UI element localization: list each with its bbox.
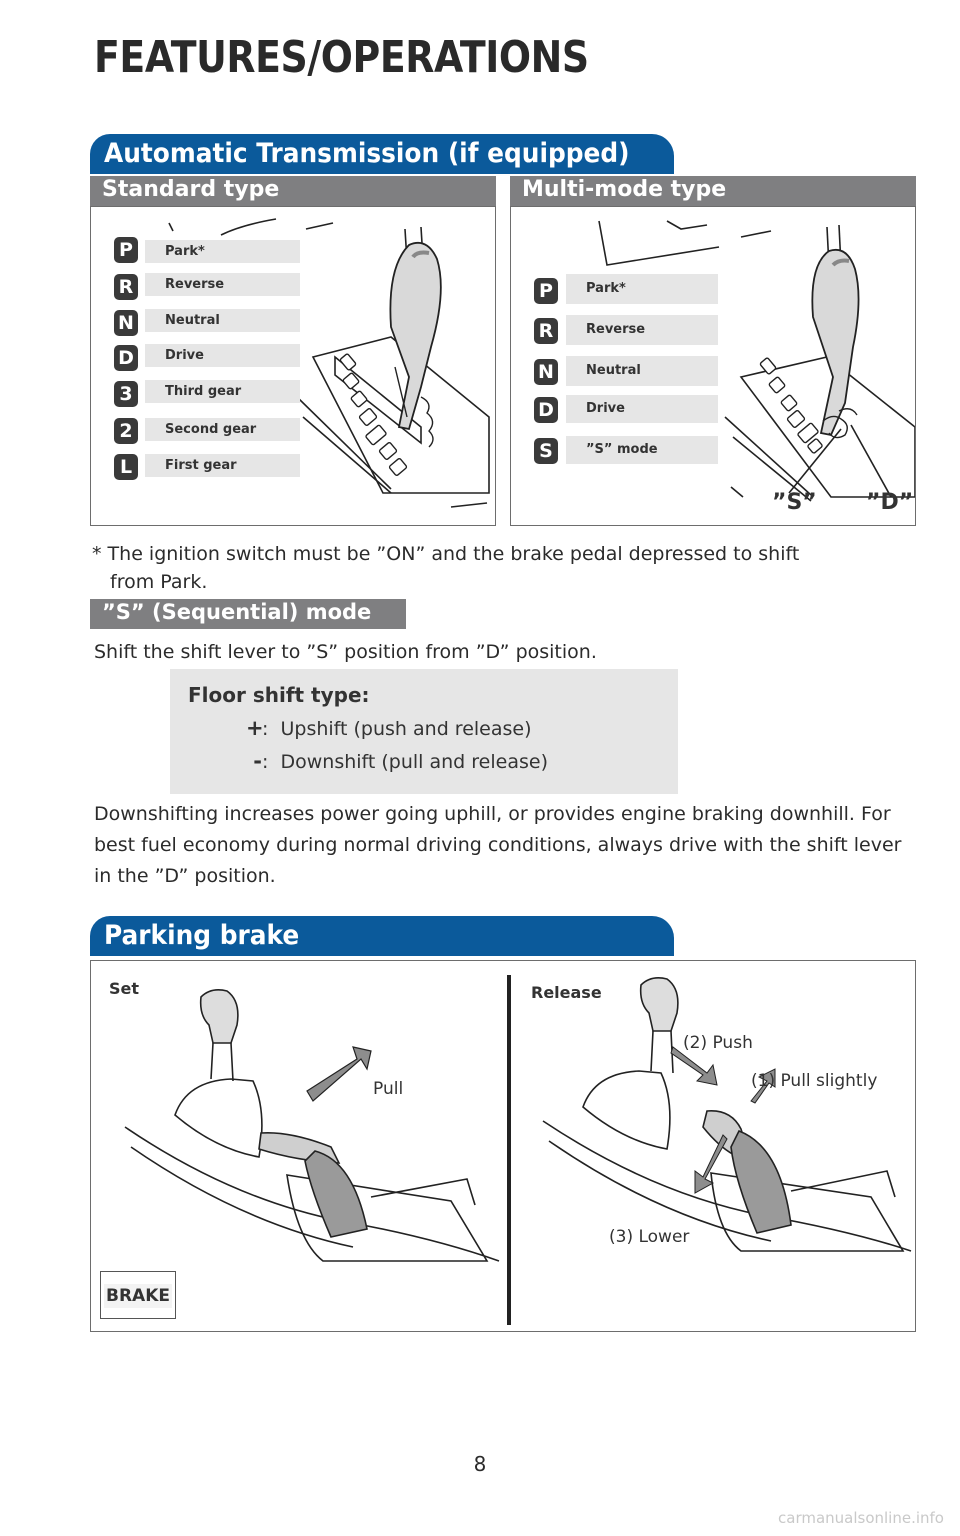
set-label: Set bbox=[109, 979, 140, 998]
footnote-line-2: from Park. bbox=[110, 571, 208, 593]
transmission-section-title: Automatic Transmission (if equipped) bbox=[104, 138, 630, 169]
gear-badge-2: 2 bbox=[114, 418, 138, 444]
pull-slightly-callout: (1) Pull slightly bbox=[751, 1071, 878, 1091]
transmission-section-banner bbox=[90, 134, 674, 174]
downshift-symbol: - bbox=[253, 749, 262, 773]
gear-badge-d: D bbox=[114, 345, 138, 371]
gear-label-drive: Drive bbox=[145, 344, 300, 367]
downshift-row: -: Downshift (pull and release) bbox=[246, 749, 548, 773]
page-title: FEATURES/OPERATIONS bbox=[94, 32, 589, 83]
upshift-row: +: Upshift (push and release) bbox=[246, 716, 532, 740]
s-mode-instruction: Shift the shift lever to ”S” position from ”D” position. bbox=[94, 641, 597, 663]
gear-badge-n: N bbox=[114, 310, 138, 336]
s-position-callout: ”S” bbox=[772, 490, 817, 515]
mm-gear-label-drive: Drive bbox=[566, 395, 718, 423]
release-label: Release bbox=[531, 983, 602, 1002]
mm-gear-label-s-mode: ”S” mode bbox=[566, 436, 718, 464]
gear-label-first: First gear bbox=[145, 454, 300, 477]
s-mode-header: ”S” (Sequential) mode bbox=[90, 599, 406, 629]
brake-indicator-icon bbox=[100, 1271, 176, 1319]
gear-badge-l: L bbox=[114, 454, 138, 480]
upshift-symbol: + bbox=[246, 716, 264, 740]
parking-brake-panel bbox=[90, 960, 916, 1332]
mm-gear-label-neutral: Neutral bbox=[566, 356, 718, 386]
gear-badge-p: P bbox=[114, 237, 138, 263]
lower-callout: (3) Lower bbox=[609, 1227, 690, 1247]
floor-shift-title: Floor shift type: bbox=[188, 683, 370, 707]
downshifting-paragraph: Downshifting increases power going uphill, or provides engine braking downhill. For best fuel economy during normal driving conditions, always drive with the shift lever in the ”D” position. bbox=[94, 803, 902, 887]
parking-brake-banner bbox=[90, 916, 674, 956]
parking-brake-title: Parking brake bbox=[104, 920, 300, 951]
page-number: 8 bbox=[473, 1452, 487, 1476]
gear-label-second: Second gear bbox=[145, 418, 300, 441]
gear-label-third: Third gear bbox=[145, 380, 300, 403]
gear-label-park: Park* bbox=[145, 240, 300, 263]
multimode-type-header: Multi-mode type bbox=[510, 176, 916, 206]
gear-label-reverse: Reverse bbox=[145, 273, 300, 296]
gear-badge-r: R bbox=[114, 274, 138, 300]
mm-gear-badge-r: R bbox=[534, 318, 558, 344]
parking-brake-illustration bbox=[91, 961, 915, 1331]
ignition-footnote bbox=[92, 540, 922, 596]
gear-label-neutral: Neutral bbox=[145, 309, 300, 332]
mm-gear-badge-s: S bbox=[534, 438, 558, 464]
push-callout: (2) Push bbox=[683, 1033, 753, 1053]
gear-badge-3: 3 bbox=[114, 381, 138, 407]
brake-indicator-text: BRAKE bbox=[106, 1286, 170, 1306]
standard-type-header: Standard type bbox=[90, 176, 496, 206]
mm-gear-label-reverse: Reverse bbox=[566, 315, 718, 345]
mm-gear-badge-n: N bbox=[534, 359, 558, 385]
mm-gear-badge-p: P bbox=[534, 278, 558, 304]
floor-shift-box bbox=[170, 669, 678, 794]
footnote-line-1: * The ignition switch must be ”ON” and the brake pedal depressed to shift bbox=[92, 543, 800, 565]
pull-callout: Pull bbox=[373, 1079, 404, 1099]
d-position-callout: ”D” bbox=[866, 490, 914, 515]
mm-gear-label-park: Park* bbox=[566, 274, 718, 304]
upshift-text: Upshift (push and release) bbox=[280, 718, 532, 740]
watermark: carmanualsonline.info bbox=[778, 1509, 944, 1527]
mm-gear-badge-d: D bbox=[534, 397, 558, 423]
downshift-text: Downshift (pull and release) bbox=[280, 751, 548, 773]
